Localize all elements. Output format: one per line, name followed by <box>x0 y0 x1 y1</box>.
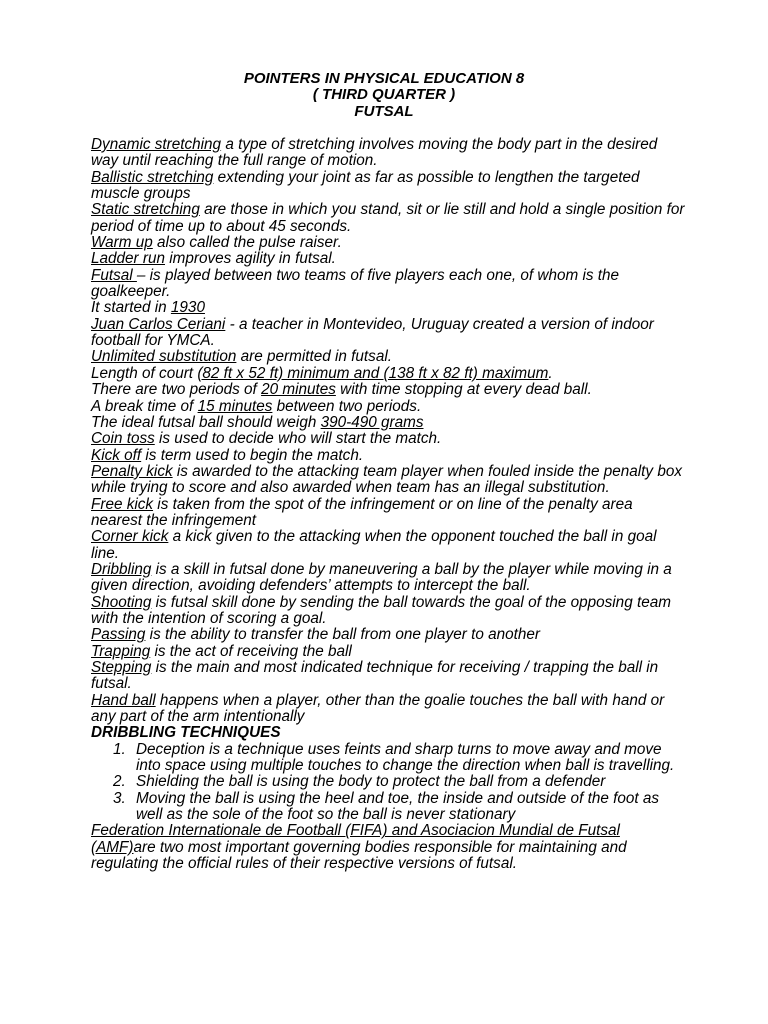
definition-paragraph <box>91 497 685 530</box>
definition-text: is the act of receiving the ball <box>150 642 352 660</box>
definition-term: Unlimited substitution <box>91 348 237 366</box>
definition-text: is a skill in futsal done by maneuvering a ball by the player while moving in a given direction, avoiding defenders’ attempts to intercept the ball. <box>91 560 672 595</box>
technique-item <box>91 791 685 824</box>
definition-text: a kick given to the attacking when the opponent touched the ball in goal line. <box>91 528 657 562</box>
definition-term: Shooting <box>91 593 152 611</box>
definition-text: happens when a player, other than the goalie touches the ball with hand or any part of the arm intentionally <box>91 691 665 726</box>
definition-paragraph <box>91 251 685 267</box>
definition-text: is taken from the spot of the infringement or on line of the penalty area nearest the infringement <box>91 495 633 529</box>
definition-paragraph <box>91 627 685 643</box>
definition-term: Free kick <box>91 495 154 513</box>
technique-item <box>91 742 685 775</box>
definition-text: a type of stretching involves moving the body part in the desired way until reaching the full range of motion. <box>91 136 658 170</box>
definition-paragraph <box>91 529 685 562</box>
definition-text: between two periods. <box>272 397 422 415</box>
definition-text: extending your joint as far as possible to lengthen the targeted muscle groups <box>91 168 640 203</box>
definition-paragraph <box>91 660 685 693</box>
definition-text: improves agility in futsal. <box>165 250 336 268</box>
technique-item <box>91 774 685 790</box>
definition-paragraph <box>91 235 685 251</box>
technique-number: 3. <box>113 789 126 807</box>
definition-term: Juan Carlos Ceriani <box>91 315 226 333</box>
definition-term: Dynamic stretching <box>91 136 222 153</box>
definition-paragraph <box>91 562 685 595</box>
definition-paragraph <box>91 644 685 660</box>
section-heading-dribbling: DRIBBLING TECHNIQUES <box>91 724 281 742</box>
definition-term: (82 ft x 52 ft) minimum and (138 ft x 82 ft) maximum <box>197 364 549 382</box>
page-subtitle-quarter: ( THIRD QUARTER ) <box>312 86 456 104</box>
definition-term: Corner kick <box>91 528 169 546</box>
definition-text: is awarded to the attacking team player when fouled inside the penalty box while trying to score and also awarded when team has an illegal substitution. <box>91 462 682 497</box>
definition-text: . <box>548 364 553 382</box>
closing-text: are two most important governing bodies responsible for maintaining and regulating the official rules of their respective versions of futsal. <box>91 838 627 873</box>
definition-text: is the ability to transfer the ball from one player to another <box>145 626 540 644</box>
definition-text: is term used to begin the match. <box>141 446 364 464</box>
technique-text: Deception is a technique uses feints and sharp turns to move away and move into space using multiple touches to change the direction when ball is travelling. <box>136 740 675 775</box>
definition-list <box>91 137 685 725</box>
definition-paragraph <box>91 349 685 365</box>
definition-paragraph <box>91 415 685 431</box>
definition-paragraph <box>91 448 685 464</box>
definition-prefix: The ideal futsal ball should weigh <box>91 413 321 431</box>
definition-text: is the main and most indicated technique for receiving / trapping the ball in futsal. <box>91 659 659 693</box>
definition-paragraph <box>91 399 685 415</box>
definition-paragraph <box>91 202 685 235</box>
definition-text: are those in which you stand, sit or lie still and hold a single position for period of time up to about 45 seconds. <box>91 201 685 235</box>
definition-paragraph <box>91 300 685 316</box>
definition-paragraph <box>91 137 685 170</box>
definition-prefix: Length of court <box>91 364 198 382</box>
definition-term: Futsal <box>91 266 137 284</box>
definition-term: Passing <box>91 626 146 644</box>
definition-term: Dribbling <box>91 560 152 578</box>
definition-text: – is played between two teams of five players each one, of whom is the goalkeeper. <box>91 266 620 301</box>
technique-text: Moving the ball is using the heel and toe, the inside and outside of the foot as well as the sole of the foot so the ball is never stationary <box>136 789 659 824</box>
definition-text: also called the pulse raiser. <box>152 234 342 252</box>
definition-term: Trapping <box>91 642 151 660</box>
definition-paragraph <box>91 595 685 628</box>
technique-text: Shielding the ball is using the body to protect the ball from a defender <box>136 773 606 791</box>
definition-text: - a teacher in Montevideo, Uruguay created a version of indoor football for YMCA. <box>91 315 654 350</box>
content-body <box>91 137 685 872</box>
definition-paragraph <box>91 268 685 301</box>
definition-text: are permitted in futsal. <box>236 348 392 366</box>
definition-term: Kick off <box>91 446 142 464</box>
definition-term: Ladder run <box>91 250 165 268</box>
definition-prefix: It started in <box>91 299 171 317</box>
definition-term: 20 minutes <box>261 381 336 399</box>
definition-prefix: A break time of <box>91 397 198 415</box>
definition-paragraph <box>91 170 685 203</box>
definition-term: 390-490 grams <box>320 413 424 431</box>
page-subtitle-topic: FUTSAL <box>354 102 414 120</box>
definition-paragraph <box>91 464 685 497</box>
definition-term: Hand ball <box>91 691 156 709</box>
definition-term: 15 minutes <box>197 397 273 415</box>
definition-term: Coin toss <box>91 430 155 448</box>
definition-prefix: There are two periods of <box>91 381 262 399</box>
definition-term: Static stretching <box>91 201 200 219</box>
definition-term: Ballistic stretching <box>91 168 214 186</box>
title-block <box>0 71 768 120</box>
definition-term: Warm up <box>91 234 153 252</box>
closing-paragraph <box>91 823 685 872</box>
definition-text: is futsal skill done by sending the ball towards the goal of the opposing team with the intention of scoring a goal. <box>91 593 671 627</box>
definition-term: Penalty kick <box>91 462 173 480</box>
definition-text: with time stopping at every dead ball. <box>335 381 592 399</box>
dribbling-techniques-list <box>91 742 685 824</box>
technique-number: 1. <box>113 740 126 758</box>
definition-paragraph <box>91 431 685 447</box>
definition-paragraph <box>91 382 685 398</box>
definition-term: 1930 <box>170 299 205 317</box>
page-title: POINTERS IN PHYSICAL EDUCATION 8 <box>243 70 525 87</box>
definition-term: Stepping <box>91 659 152 676</box>
technique-number: 2. <box>113 773 126 791</box>
closing-term: Federation Internationale de Football (FIFA) and Asociacion Mundial de Futsal (AMF) <box>91 822 620 856</box>
definition-text: is used to decide who will start the match. <box>154 430 442 448</box>
definition-paragraph <box>91 693 685 726</box>
definition-paragraph <box>91 317 685 350</box>
definition-paragraph <box>91 366 685 382</box>
